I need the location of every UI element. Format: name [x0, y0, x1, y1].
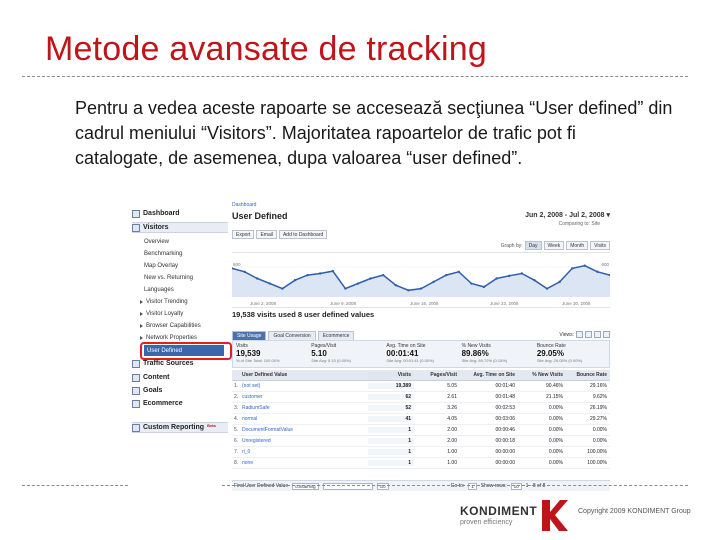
visits-cell: 1	[368, 438, 414, 444]
email-button[interactable]: Email	[256, 230, 277, 239]
col-avg-time[interactable]: Avg. Time on Site	[473, 372, 515, 378]
compare-label: Comparing to: Site	[558, 221, 600, 227]
body-line-3: catalogate, de asemenea, dupa valoarea “user defined”.	[75, 148, 523, 168]
metrics-summary	[232, 340, 610, 368]
chart-point	[458, 271, 460, 273]
visits-chart	[232, 252, 610, 308]
row-number: 6.	[234, 438, 239, 444]
views-label: Views:	[559, 331, 574, 338]
pages-visit-cell: 4.05	[447, 416, 457, 422]
bar-view-icon[interactable]	[594, 331, 601, 338]
avg-time-cell: 00:01:40	[495, 383, 515, 389]
row-number: 5.	[234, 427, 239, 433]
add-to-dashboard-button[interactable]: Add to Dashboard	[279, 230, 327, 239]
metric-visits: Visits 19,539 % of Site Total: 100.00%	[236, 343, 280, 363]
body-line-2: cadrul meniului “Visitors”. Majoritatea rapoartelor de trafic pot fi	[75, 123, 576, 143]
pages-visit-cell: 2.61	[447, 394, 457, 400]
user-defined-value-link[interactable]: ri_0	[242, 449, 251, 455]
expand-arrow-icon	[140, 336, 143, 340]
avg-time-cell: 00:01:48	[495, 394, 515, 400]
breadcrumb[interactable]: Dashboard	[232, 202, 257, 208]
visits-cell: 1	[368, 460, 414, 466]
bounce-rate-cell: 100.00%	[587, 460, 607, 466]
user-defined-value-link[interactable]: (not set)	[242, 383, 261, 389]
chart-point	[432, 281, 434, 283]
chart-point	[571, 267, 573, 269]
new-visits-cell: 0.00%	[548, 438, 563, 444]
chart-area	[232, 266, 610, 297]
date-range-picker[interactable]: Jun 2, 2008 - Jul 2, 2008 ▾	[525, 212, 610, 219]
chart-point	[407, 289, 409, 291]
nav-custom-reporting[interactable]: Custom Reporting Beta	[132, 422, 228, 433]
visits-cell: 62	[368, 394, 414, 400]
report-title: User Defined	[232, 211, 288, 221]
col-pages-visit[interactable]: Pages/Visit	[430, 372, 457, 378]
logo-tagline: proven efficiency	[460, 519, 513, 526]
title-divider	[22, 76, 688, 77]
slide-body	[75, 96, 675, 171]
chart-point	[319, 272, 321, 274]
logo-wordmark: KONDIMENT	[460, 504, 538, 518]
kondiment-logo	[460, 498, 576, 532]
user-defined-value-link[interactable]: DocumentFormatValue	[242, 427, 294, 433]
report-toolbar	[232, 230, 327, 239]
graph-day-button[interactable]: Day	[525, 241, 542, 250]
filter-input[interactable]	[323, 483, 373, 490]
col-user-defined-value[interactable]: User Defined Value	[242, 372, 288, 378]
chart-point	[369, 277, 371, 279]
traffic-sources-icon	[132, 360, 140, 368]
x-axis-label: June 9, 2008	[330, 301, 357, 306]
nav-dashboard[interactable]: Dashboard	[132, 208, 180, 219]
visitors-icon	[132, 224, 140, 232]
filter-mode-select[interactable]: containing	[292, 483, 319, 490]
new-visits-cell: 90.46%	[546, 383, 563, 389]
x-axis-label: June 30, 2008	[562, 301, 591, 306]
chart-point	[243, 271, 245, 273]
footer-divider	[22, 485, 128, 486]
chart-point	[281, 287, 283, 289]
avg-time-cell: 00:00:00	[495, 449, 515, 455]
pages-visit-cell: 1.00	[447, 460, 457, 466]
compare-view-icon[interactable]	[603, 331, 610, 338]
copyright-notice: Copyright 2009 KONDIMENT Group	[578, 508, 691, 515]
chart-point	[546, 287, 548, 289]
nav-overview[interactable]: Overview	[144, 238, 170, 245]
user-defined-value-link[interactable]: normal	[242, 416, 258, 422]
chart-point	[495, 277, 497, 279]
analytics-screenshot	[128, 200, 614, 492]
pages-visit-cell: 2.00	[447, 438, 457, 444]
new-visits-cell: 0.00%	[548, 405, 563, 411]
report-tabs	[232, 331, 354, 340]
graph-controls	[501, 241, 610, 250]
chevron-down-icon: ▾	[606, 212, 610, 219]
row-number: 1.	[234, 383, 239, 389]
expand-arrow-icon	[140, 300, 143, 304]
chart-point	[584, 265, 586, 267]
chart-point	[470, 282, 472, 284]
table-row	[232, 436, 610, 447]
graph-month-button[interactable]: Month	[566, 241, 588, 250]
nav-visitor-loyalty[interactable]: Visitor Loyalty	[140, 308, 183, 319]
chart-point	[332, 270, 334, 272]
chart-point	[596, 271, 598, 273]
avg-time-cell: 00:00:18	[495, 438, 515, 444]
chart-point	[420, 287, 422, 289]
chart-point	[521, 272, 523, 274]
chart-point	[269, 282, 271, 284]
table-row	[232, 392, 610, 403]
metric-bounce-rate: Bounce Rate 29.05% Site Avg: 29.05% (0.00%)	[536, 343, 583, 363]
nav-network-properties[interactable]: Network Properties	[140, 332, 197, 343]
summary-heading: 19,538 visits used 8 user defined values	[232, 310, 375, 319]
col-bounce-rate[interactable]: Bounce Rate	[576, 372, 607, 378]
table-row	[232, 425, 610, 436]
analytics-report	[232, 200, 614, 492]
expand-arrow-icon	[140, 324, 143, 328]
metric-avg-time: Avg. Time on Site 00:01:41 Site Avg: 00:01:41 (0.00%)	[386, 343, 434, 363]
chart-point	[395, 284, 397, 286]
chart-point	[256, 277, 258, 279]
x-axis-label: June 2, 2008	[250, 301, 277, 306]
nav-ecommerce[interactable]: Ecommerce	[132, 398, 183, 409]
expand-arrow-icon	[140, 312, 143, 316]
table-row	[232, 414, 610, 425]
chart-point	[344, 287, 346, 289]
pages-visit-cell: 1.00	[447, 449, 457, 455]
custom-reporting-icon	[132, 424, 140, 432]
table-view-icon[interactable]	[576, 331, 583, 338]
table-row	[232, 458, 610, 469]
col-visits[interactable]: Visits	[368, 372, 414, 378]
new-visits-cell: 0.00%	[548, 449, 563, 455]
nav-visitor-trending[interactable]: Visitor Trending	[140, 296, 188, 307]
chart-point	[294, 279, 296, 281]
pie-view-icon[interactable]	[585, 331, 592, 338]
row-number: 8.	[234, 460, 239, 466]
col-new-visits[interactable]: % New Visits	[532, 372, 563, 378]
pages-visit-cell: 3.26	[447, 405, 457, 411]
chart-point	[508, 275, 510, 277]
chart-point	[445, 274, 447, 276]
find-label: Find User Defined Value	[234, 483, 289, 489]
nav-visitors[interactable]: Visitors	[132, 222, 228, 233]
pages-visit-cell: 2.00	[447, 427, 457, 433]
beta-badge: Beta	[207, 423, 216, 428]
row-number: 4.	[234, 416, 239, 422]
user-defined-value-link[interactable]: RadiumSafe	[242, 405, 270, 411]
avg-time-cell: 00:03:06	[495, 416, 515, 422]
user-defined-value-link[interactable]: customer	[242, 394, 263, 400]
slide-title: Metode avansate de tracking	[45, 30, 488, 68]
visits-cell: 52	[368, 405, 414, 411]
visits-cell: 41	[368, 416, 414, 422]
nav-map-overlay[interactable]: Map Overlay	[144, 262, 179, 269]
metric-new-visits: % New Visits 89.86% Site Avg: 89.72% (0.15%)	[461, 343, 508, 363]
avg-time-cell: 00:02:53	[495, 405, 515, 411]
bounce-rate-cell: 100.00%	[587, 449, 607, 455]
nav-traffic-sources[interactable]: Traffic Sources	[132, 358, 194, 369]
body-line-1: Pentru a vedea aceste rapoarte se accesează secţiunea “User defined” din	[75, 98, 673, 118]
table-header	[232, 370, 610, 381]
nav-languages[interactable]: Languages	[144, 286, 174, 293]
goto-input[interactable]: 1	[468, 483, 477, 490]
pagination-range: 1 - 8 of 8	[525, 483, 546, 489]
nav-content[interactable]: Content	[132, 372, 169, 383]
table-row	[232, 403, 610, 414]
tab-ecommerce[interactable]: Ecommerce	[318, 331, 355, 340]
pages-visit-cell: 5.05	[447, 383, 457, 389]
new-visits-cell: 0.00%	[548, 460, 563, 466]
visits-cell: 1	[368, 449, 414, 455]
bounce-rate-cell: 29.16%	[590, 383, 607, 389]
new-visits-cell: 21.15%	[546, 394, 563, 400]
ecommerce-icon	[132, 400, 140, 408]
footer-divider	[563, 485, 688, 486]
y-axis-label-right: 600	[601, 262, 609, 267]
avg-time-cell: 00:00:46	[495, 427, 515, 433]
tab-goal-conversion[interactable]: Goal Conversion	[268, 331, 315, 340]
dashboard-icon	[132, 210, 140, 218]
show-rows-select[interactable]: 10	[511, 483, 522, 490]
new-visits-cell: 0.00%	[548, 427, 563, 433]
table-row	[232, 447, 610, 458]
go-button[interactable]: Go	[377, 483, 389, 490]
visits-cell: 19,389	[368, 383, 414, 389]
nav-goals[interactable]: Goals	[132, 385, 162, 396]
footer-divider	[222, 485, 560, 486]
export-button[interactable]: Export	[232, 230, 254, 239]
goals-icon	[132, 387, 140, 395]
user-defined-value-link[interactable]: Unregistered	[242, 438, 271, 444]
nav-browser-capabilities[interactable]: Browser Capabilities	[140, 320, 201, 331]
visits-cell: 1	[368, 427, 414, 433]
bounce-rate-cell: 0.00%	[592, 438, 607, 444]
graph-week-button[interactable]: Week	[544, 241, 565, 250]
row-number: 7.	[234, 449, 239, 455]
chart-point	[483, 286, 485, 288]
table-row	[232, 381, 610, 392]
x-axis-label: June 23, 2008	[490, 301, 519, 306]
bounce-rate-cell: 0.00%	[592, 427, 607, 433]
k-logo-icon	[538, 498, 568, 532]
nav-benchmarking[interactable]: Benchmarking	[144, 250, 183, 257]
analytics-sidebar	[128, 206, 230, 436]
user-defined-value-link[interactable]: none	[242, 460, 254, 466]
chart-point	[382, 274, 384, 276]
chart-point	[306, 274, 308, 276]
avg-time-cell: 00:00:00	[495, 460, 515, 466]
metric-pages-visit: Pages/Visit 5.10 Site Avg: 5.10 (0.00%)	[311, 343, 351, 363]
bounce-rate-cell: 29.27%	[590, 416, 607, 422]
nav-new-vs-returning[interactable]: New vs. Returning	[144, 274, 194, 281]
view-switcher	[559, 331, 610, 338]
goto-label: Go to:	[450, 483, 465, 489]
y-axis-label-top: 600	[233, 262, 241, 267]
bounce-rate-cell: 26.19%	[590, 405, 607, 411]
show-rows-label: Show rows:	[480, 483, 507, 489]
bounce-rate-cell: 9.62%	[592, 394, 607, 400]
nav-user-defined[interactable]: User Defined	[144, 345, 224, 356]
chart-point	[357, 282, 359, 284]
user-defined-table	[232, 370, 610, 469]
graph-by-label: Graph by:	[500, 242, 523, 249]
new-visits-cell: 0.00%	[548, 416, 563, 422]
chart-point	[533, 279, 535, 281]
tab-site-usage[interactable]: Site Usage	[232, 331, 266, 340]
x-axis-label: June 16, 2008	[410, 301, 439, 306]
graph-metric-select[interactable]: Visits	[590, 241, 610, 250]
row-number: 2.	[234, 394, 239, 400]
content-icon	[132, 374, 140, 382]
chart-point	[558, 281, 560, 283]
row-number: 3.	[234, 405, 239, 411]
